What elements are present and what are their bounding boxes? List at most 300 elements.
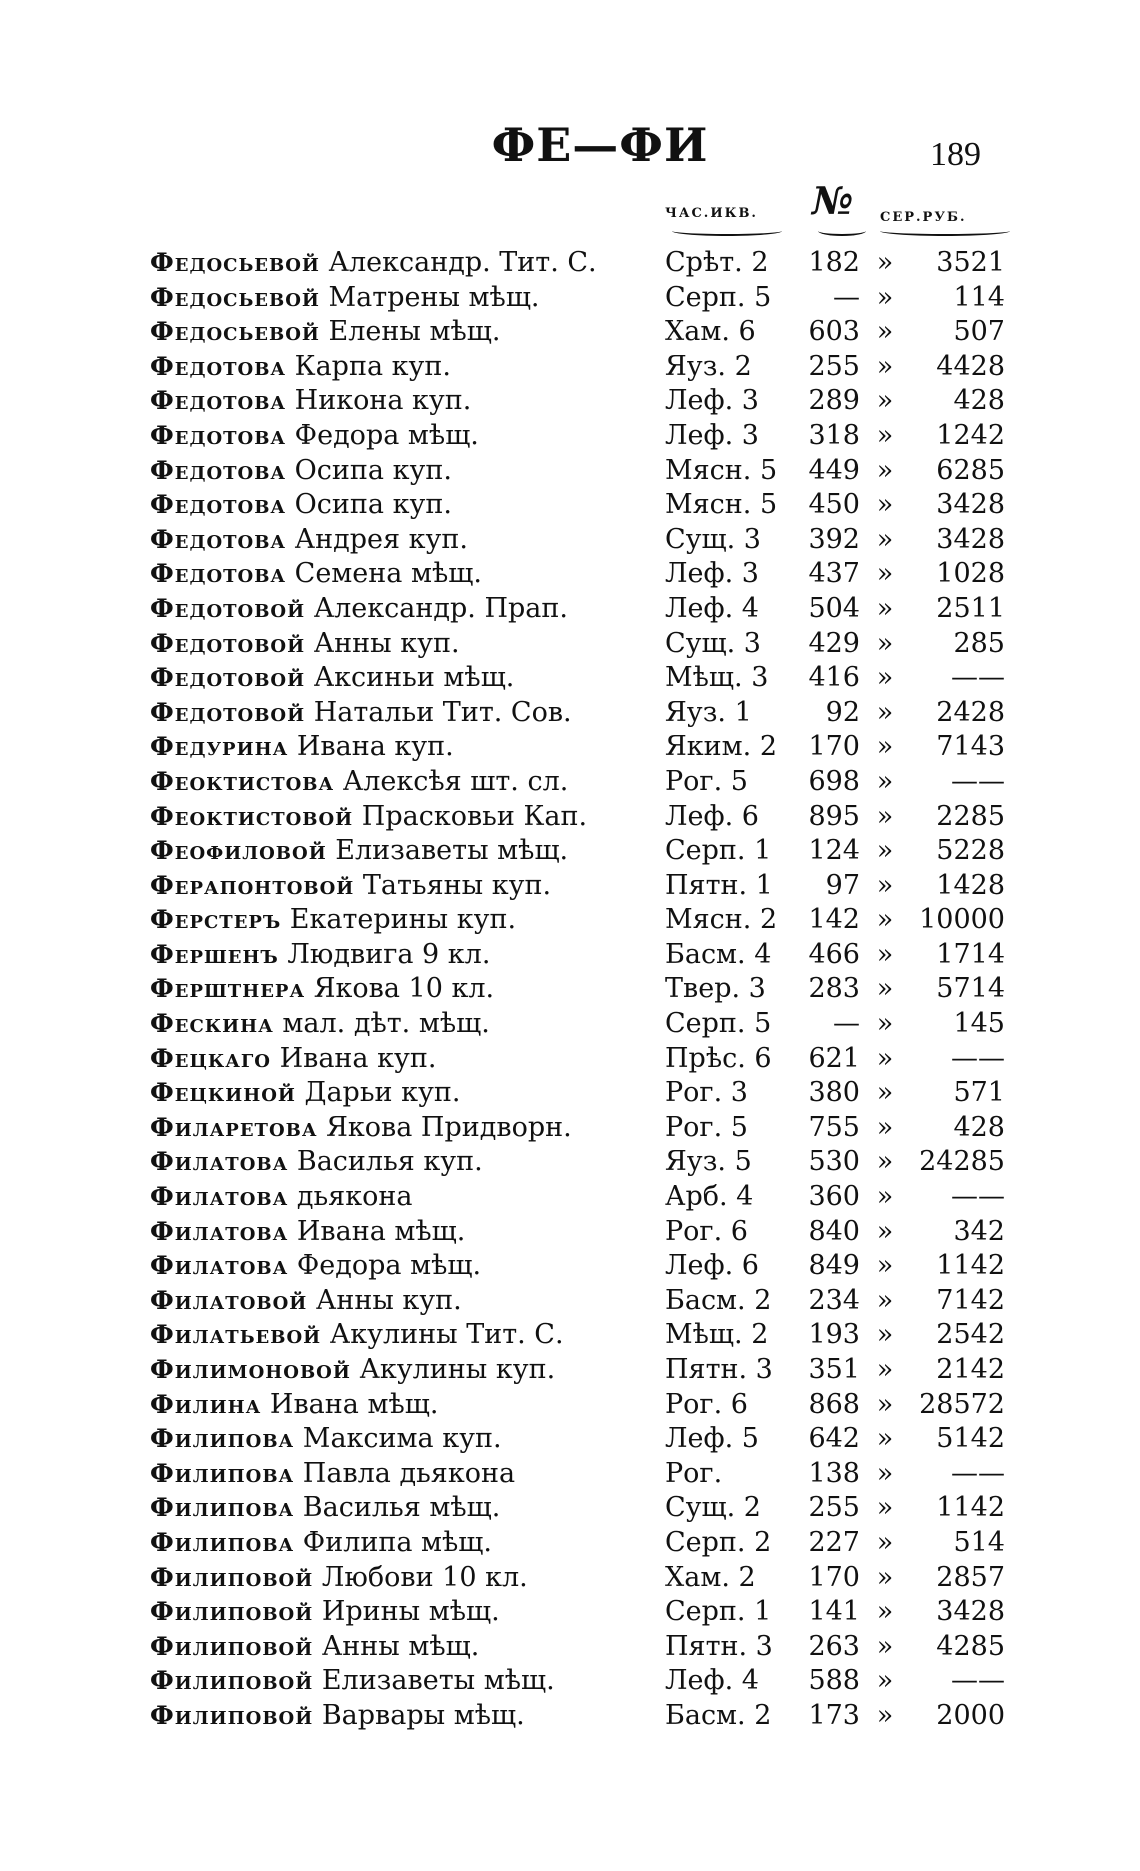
entry-given-name: Анны мѣщ.: [321, 1630, 480, 1662]
entry-quarter-number: 193: [808, 1319, 860, 1351]
entry-quarter-number: 263: [808, 1630, 860, 1662]
table-row: [0, 1491, 1140, 1526]
entry-ditto-mark: »: [876, 1181, 894, 1213]
entry-surname: Федосьевой: [150, 317, 320, 347]
entry-amount: ——: [951, 765, 1005, 797]
entry-quarter-number: 450: [808, 489, 860, 521]
entry-ditto-mark: »: [876, 731, 894, 763]
entry-part: Леф. 6: [665, 1250, 759, 1282]
entry-given-name: Якова Придворн.: [326, 1111, 572, 1143]
entry-amount: 2857: [936, 1561, 1005, 1593]
entry-amount: 5228: [936, 835, 1005, 867]
entry-quarter-number: 849: [808, 1250, 860, 1282]
entry-part: Твер. 3: [665, 973, 766, 1005]
entry-ditto-mark: »: [876, 1699, 894, 1731]
entry-given-name: Дарьи куп.: [304, 1077, 461, 1109]
entry-part: Сущ. 2: [665, 1492, 761, 1524]
entry-given-name: Прасковьи Кап.: [361, 800, 588, 832]
entry-name: [150, 1422, 655, 1456]
entry-ditto-mark: »: [876, 247, 894, 278]
entry-surname: Ферштнера: [150, 974, 306, 1004]
entry-list: [0, 246, 1140, 1734]
entry-surname: Федотова: [150, 420, 287, 450]
entry-name: [150, 627, 655, 661]
entry-ditto-mark: »: [876, 350, 894, 382]
entry-given-name: Карпа куп.: [294, 350, 451, 382]
entry-surname: Ферапонтовой: [150, 870, 355, 900]
entry-name: [150, 1007, 655, 1041]
entry-amount: 114: [953, 281, 1005, 313]
table-row: [0, 1699, 1140, 1734]
entry-part: Мясн. 5: [665, 454, 778, 486]
entry-part: Серп. 1: [665, 835, 772, 867]
entry-name: [150, 592, 655, 626]
entry-given-name: Людвига 9 кл.: [287, 938, 491, 970]
entry-quarter-number: 380: [808, 1077, 860, 1109]
entry-given-name: Матрены мѣщ.: [328, 281, 540, 313]
entry-given-name: Варвары мѣщ.: [321, 1699, 525, 1731]
entry-ditto-mark: »: [876, 1354, 894, 1385]
entry-ditto-mark: »: [876, 592, 894, 624]
entry-name: [150, 730, 655, 764]
entry-quarter-number: 392: [808, 523, 860, 555]
entry-quarter-number: 289: [808, 385, 860, 417]
entry-part: Серп. 2: [665, 1526, 772, 1558]
entry-surname: Федотовой: [150, 697, 306, 727]
entry-ditto-mark: »: [876, 835, 894, 867]
entry-surname: Филиповой: [150, 1597, 314, 1627]
table-row: [0, 1042, 1140, 1077]
entry-part: Басм. 2: [665, 1284, 772, 1316]
entry-quarter-number: 755: [808, 1111, 860, 1143]
entry-ditto-mark: »: [876, 558, 894, 590]
entry-amount: 514: [953, 1526, 1005, 1558]
table-row: [0, 350, 1140, 385]
entry-given-name: Алексѣя шт. сл.: [342, 765, 569, 797]
entry-surname: Филипова: [150, 1493, 295, 1523]
entry-name: [150, 246, 655, 280]
table-row: [0, 1526, 1140, 1561]
table-row: [0, 592, 1140, 627]
column-header-rubles: СЕР.РУБ.: [880, 210, 967, 225]
entry-name: [150, 281, 655, 315]
entry-quarter-number: 124: [808, 835, 860, 867]
entry-quarter-number: 351: [808, 1354, 860, 1385]
entry-part: Рог. 6: [665, 1388, 748, 1420]
entry-given-name: Ивана куп.: [296, 731, 454, 763]
entry-quarter-number: 466: [808, 938, 860, 970]
entry-surname: Филимоновой: [150, 1355, 351, 1384]
entry-amount: 2542: [936, 1319, 1005, 1351]
entry-part: Леф. 5: [665, 1423, 759, 1455]
page-title: ФЕ—ФИ: [491, 118, 709, 172]
entry-surname: Феоктистова: [150, 766, 335, 796]
entry-quarter-number: 255: [808, 1492, 860, 1524]
entry-ditto-mark: »: [876, 1630, 894, 1662]
entry-given-name: Анны куп.: [315, 1284, 462, 1316]
entry-given-name: Ирины мѣщ.: [321, 1596, 500, 1628]
entry-name: [150, 1180, 655, 1214]
entry-name: [150, 557, 655, 591]
entry-amount: 1242: [936, 419, 1005, 451]
entry-surname: Филатова: [150, 1147, 289, 1177]
entry-amount: 7143: [936, 731, 1005, 763]
entry-quarter-number: 170: [808, 731, 860, 763]
entry-quarter-number: 621: [808, 1042, 860, 1074]
entry-surname: Филипова: [150, 1527, 295, 1557]
table-row: [0, 1076, 1140, 1111]
entry-given-name: Василья куп.: [296, 1146, 483, 1178]
entry-surname: Филатова: [150, 1216, 289, 1246]
entry-amount: 7142: [936, 1284, 1005, 1316]
entry-given-name: Павла дьякона: [302, 1457, 516, 1489]
entry-ditto-mark: »: [876, 1250, 894, 1282]
entry-quarter-number: 234: [808, 1284, 860, 1316]
table-row: [0, 834, 1140, 869]
entry-amount: 507: [953, 316, 1005, 348]
table-row: [0, 1145, 1140, 1180]
table-row: [0, 523, 1140, 558]
entry-ditto-mark: »: [876, 627, 894, 659]
entry-surname: Федотова: [150, 386, 287, 416]
entry-surname: Филипова: [150, 1458, 295, 1488]
entry-part: Серп. 5: [665, 1008, 772, 1040]
entry-ditto-mark: »: [876, 869, 894, 901]
entry-surname: Филина: [150, 1389, 262, 1419]
entry-part: Мясн. 5: [665, 489, 778, 521]
entry-part: Прѣс. 6: [665, 1042, 772, 1074]
entry-part: Хам. 2: [665, 1561, 756, 1593]
entry-amount: 3521: [936, 247, 1005, 278]
entry-quarter-number: 170: [808, 1561, 860, 1593]
entry-amount: 342: [953, 1215, 1005, 1247]
entry-part: Рог.: [665, 1457, 723, 1489]
table-row: [0, 1664, 1140, 1699]
entry-part: Леф. 4: [665, 1665, 759, 1697]
entry-ditto-mark: »: [876, 696, 894, 728]
entry-name: [150, 1353, 655, 1387]
entry-given-name: Аксиньи мѣщ.: [313, 662, 515, 694]
entry-surname: Ферстеръ: [150, 905, 282, 935]
entry-name: [150, 938, 655, 972]
entry-part: Мѣщ. 3: [665, 662, 769, 694]
entry-amount: 571: [953, 1077, 1005, 1109]
table-row: [0, 800, 1140, 835]
entry-given-name: Акулины Тит. С.: [329, 1319, 564, 1351]
table-row: [0, 315, 1140, 350]
entry-given-name: мал. дѣт. мѣщ.: [282, 1008, 490, 1040]
column-header-number: №: [812, 178, 854, 223]
entry-part: Мѣщ. 2: [665, 1319, 769, 1351]
entry-given-name: дьякона: [296, 1181, 413, 1213]
entry-quarter-number: 868: [808, 1388, 860, 1420]
entry-part: Пятн. 3: [665, 1630, 773, 1662]
entry-surname: Фершенъ: [150, 939, 279, 969]
table-row: [0, 1388, 1140, 1423]
entry-ditto-mark: »: [876, 800, 894, 832]
entry-surname: Федотовой: [150, 628, 306, 658]
entry-ditto-mark: »: [876, 1319, 894, 1351]
entry-amount: 2000: [936, 1699, 1005, 1731]
entry-surname: Фецкаго: [150, 1043, 271, 1073]
entry-part: Яуз. 5: [665, 1146, 752, 1178]
entry-surname: Федотовой: [150, 663, 306, 693]
entry-ditto-mark: »: [876, 938, 894, 970]
entry-part: Арб. 4: [665, 1181, 754, 1213]
brace-divider: [672, 226, 782, 236]
table-row: [0, 1630, 1140, 1665]
entry-surname: Филаретова: [150, 1112, 318, 1142]
entry-quarter-number: 603: [808, 316, 860, 348]
entry-amount: ——: [951, 1042, 1005, 1074]
entry-part: Сущ. 3: [665, 627, 761, 659]
entry-name: [150, 869, 655, 903]
table-row: [0, 419, 1140, 454]
entry-quarter-number: 141: [808, 1596, 860, 1628]
entry-name: [150, 1284, 655, 1318]
entry-name: [150, 1215, 655, 1249]
entry-given-name: Филипа мѣщ.: [302, 1526, 492, 1558]
entry-ditto-mark: »: [876, 281, 894, 313]
table-row: [0, 1007, 1140, 1042]
table-row: [0, 246, 1140, 281]
table-row: [0, 1457, 1140, 1492]
entry-given-name: Федора мѣщ.: [296, 1250, 482, 1282]
entry-quarter-number: 530: [808, 1146, 860, 1178]
table-row: [0, 1353, 1140, 1388]
entry-quarter-number: 895: [808, 800, 860, 832]
table-row: [0, 1318, 1140, 1353]
table-row: [0, 765, 1140, 800]
entry-name: [150, 1111, 655, 1145]
entry-surname: Филатовой: [150, 1285, 308, 1315]
entry-quarter-number: —: [833, 281, 860, 313]
entry-amount: ——: [951, 1181, 1005, 1213]
entry-ditto-mark: »: [876, 973, 894, 1005]
brace-divider: [818, 226, 866, 236]
entry-quarter-number: 698: [808, 765, 860, 797]
entry-given-name: Андрея куп.: [294, 523, 468, 555]
entry-given-name: Екатерины куп.: [289, 904, 517, 936]
entry-quarter-number: 92: [825, 696, 860, 728]
entry-ditto-mark: »: [876, 765, 894, 797]
entry-surname: Филатьевой: [150, 1320, 322, 1350]
column-header-part: ЧАС.ИКВ.: [665, 206, 758, 221]
entry-part: Рог. 5: [665, 765, 748, 797]
entry-quarter-number: 588: [808, 1665, 860, 1697]
entry-amount: 1714: [936, 938, 1005, 970]
entry-name: [150, 454, 655, 488]
entry-name: [150, 903, 655, 937]
entry-part: Мясн. 2: [665, 904, 778, 936]
entry-quarter-number: 227: [808, 1526, 860, 1558]
entry-given-name: Василья мѣщ.: [302, 1492, 501, 1524]
entry-part: Серп. 5: [665, 281, 772, 313]
page-number: 189: [930, 136, 981, 173]
entry-name: [150, 523, 655, 557]
entry-amount: 1428: [936, 869, 1005, 901]
entry-given-name: Татьяны куп.: [362, 869, 552, 901]
entry-ditto-mark: »: [876, 1077, 894, 1109]
entry-given-name: Елизаветы мѣщ.: [335, 835, 569, 867]
entry-ditto-mark: »: [876, 385, 894, 417]
entry-amount: 1142: [936, 1492, 1005, 1524]
entry-given-name: Елены мѣщ.: [328, 316, 501, 348]
entry-given-name: Александр. Прап.: [313, 592, 568, 624]
table-row: [0, 938, 1140, 973]
entry-part: Леф. 3: [665, 385, 759, 417]
entry-name: [150, 419, 655, 453]
table-row: [0, 661, 1140, 696]
entry-ditto-mark: »: [876, 419, 894, 451]
entry-part: Серп. 1: [665, 1596, 772, 1628]
table-row: [0, 1284, 1140, 1319]
entry-part: Яким. 2: [665, 731, 778, 763]
entry-given-name: Максима куп.: [302, 1423, 502, 1455]
entry-ditto-mark: »: [876, 1215, 894, 1247]
entry-given-name: Ивана мѣщ.: [296, 1215, 466, 1247]
entry-name: [150, 1561, 655, 1595]
table-row: [0, 1180, 1140, 1215]
entry-name: [150, 1388, 655, 1422]
entry-surname: Филиповой: [150, 1562, 314, 1592]
entry-quarter-number: 504: [808, 592, 860, 624]
entry-part: Яуз. 1: [665, 696, 752, 728]
table-row: [0, 903, 1140, 938]
entry-part: Басм. 4: [665, 938, 772, 970]
entry-name: [150, 972, 655, 1006]
entry-ditto-mark: »: [876, 904, 894, 936]
table-row: [0, 869, 1140, 904]
entry-name: [150, 1630, 655, 1664]
table-row: [0, 972, 1140, 1007]
entry-quarter-number: 840: [808, 1215, 860, 1247]
brace-divider: [880, 226, 1010, 236]
entry-surname: Федосьевой: [150, 248, 320, 277]
entry-given-name: Ивана куп.: [279, 1042, 437, 1074]
entry-surname: Федурина: [150, 732, 289, 762]
entry-amount: 2285: [936, 800, 1005, 832]
entry-given-name: Натальи Тит. Сов.: [313, 696, 572, 728]
entry-name: [150, 1145, 655, 1179]
entry-amount: ——: [951, 662, 1005, 694]
entry-part: Леф. 4: [665, 592, 759, 624]
entry-given-name: Любови 10 кл.: [321, 1561, 528, 1593]
entry-amount: 24285: [919, 1146, 1005, 1178]
entry-amount: 145: [953, 1008, 1005, 1040]
entry-surname: Фескина: [150, 1009, 274, 1039]
entry-amount: 285: [953, 627, 1005, 659]
entry-quarter-number: 416: [808, 662, 860, 694]
entry-ditto-mark: »: [876, 454, 894, 486]
entry-quarter-number: 97: [825, 869, 860, 901]
entry-amount: 28572: [919, 1388, 1005, 1420]
entry-surname: Филиповой: [150, 1700, 314, 1730]
entry-name: [150, 696, 655, 730]
entry-surname: Федотова: [150, 351, 287, 381]
entry-ditto-mark: »: [876, 1596, 894, 1628]
entry-amount: 6285: [936, 454, 1005, 486]
entry-quarter-number: 449: [808, 454, 860, 486]
entry-amount: 428: [953, 385, 1005, 417]
entry-quarter-number: 437: [808, 558, 860, 590]
entry-quarter-number: 283: [808, 973, 860, 1005]
entry-amount: 3428: [936, 1596, 1005, 1628]
entry-part: Пятн. 3: [665, 1354, 773, 1385]
entry-given-name: Анны куп.: [313, 627, 460, 659]
entry-surname: Филатова: [150, 1251, 289, 1281]
entry-ditto-mark: »: [876, 1526, 894, 1558]
entry-given-name: Федора мѣщ.: [294, 419, 479, 451]
entry-part: Срѣт. 2: [665, 247, 769, 278]
entry-given-name: Александр. Тит. С.: [328, 247, 597, 278]
entry-amount: 5714: [936, 973, 1005, 1005]
entry-ditto-mark: »: [876, 1457, 894, 1489]
entry-part: Хам. 6: [665, 316, 756, 348]
entry-amount: 428: [953, 1111, 1005, 1143]
entry-amount: 2511: [936, 592, 1005, 624]
entry-surname: Федотовой: [150, 593, 306, 623]
table-row: [0, 1595, 1140, 1630]
entry-ditto-mark: »: [876, 662, 894, 694]
entry-surname: Федотова: [150, 524, 287, 554]
entry-name: [150, 384, 655, 418]
entry-amount: 3428: [936, 523, 1005, 555]
table-row: [0, 454, 1140, 489]
entry-amount: 1028: [936, 558, 1005, 590]
entry-name: [150, 661, 655, 695]
entry-ditto-mark: »: [876, 1111, 894, 1143]
entry-part: Яуз. 2: [665, 350, 752, 382]
entry-part: Рог. 5: [665, 1111, 748, 1143]
entry-surname: Филиповой: [150, 1631, 314, 1661]
entry-given-name: Никона куп.: [294, 385, 472, 417]
entry-name: [150, 1491, 655, 1525]
entry-given-name: Якова 10 кл.: [313, 973, 495, 1005]
entry-ditto-mark: »: [876, 1042, 894, 1074]
entry-quarter-number: —: [833, 1008, 860, 1040]
entry-name: [150, 1249, 655, 1283]
entry-surname: Федотова: [150, 490, 287, 520]
entry-part: Леф. 6: [665, 800, 759, 832]
entry-quarter-number: 642: [808, 1423, 860, 1455]
table-row: [0, 1111, 1140, 1146]
entry-part: Сущ. 3: [665, 523, 761, 555]
entry-name: [150, 315, 655, 349]
entry-ditto-mark: »: [876, 1561, 894, 1593]
entry-name: [150, 1318, 655, 1352]
entry-amount: 4428: [936, 350, 1005, 382]
entry-surname: Федотова: [150, 559, 287, 589]
entry-amount: 4285: [936, 1630, 1005, 1662]
entry-part: Рог. 3: [665, 1077, 748, 1109]
entry-name: [150, 1042, 655, 1076]
entry-quarter-number: 138: [808, 1457, 860, 1489]
entry-name: [150, 1595, 655, 1629]
entry-given-name: Акулины куп.: [359, 1354, 556, 1385]
entry-quarter-number: 429: [808, 627, 860, 659]
entry-surname: Филипова: [150, 1424, 295, 1454]
entry-surname: Феоктистовой: [150, 801, 354, 831]
table-row: [0, 488, 1140, 523]
entry-part: Басм. 2: [665, 1699, 772, 1731]
entry-ditto-mark: »: [876, 1492, 894, 1524]
entry-ditto-mark: »: [876, 489, 894, 521]
entry-part: Рог. 6: [665, 1215, 748, 1247]
entry-quarter-number: 318: [808, 419, 860, 451]
entry-amount: 5142: [936, 1423, 1005, 1455]
entry-name: [150, 834, 655, 868]
